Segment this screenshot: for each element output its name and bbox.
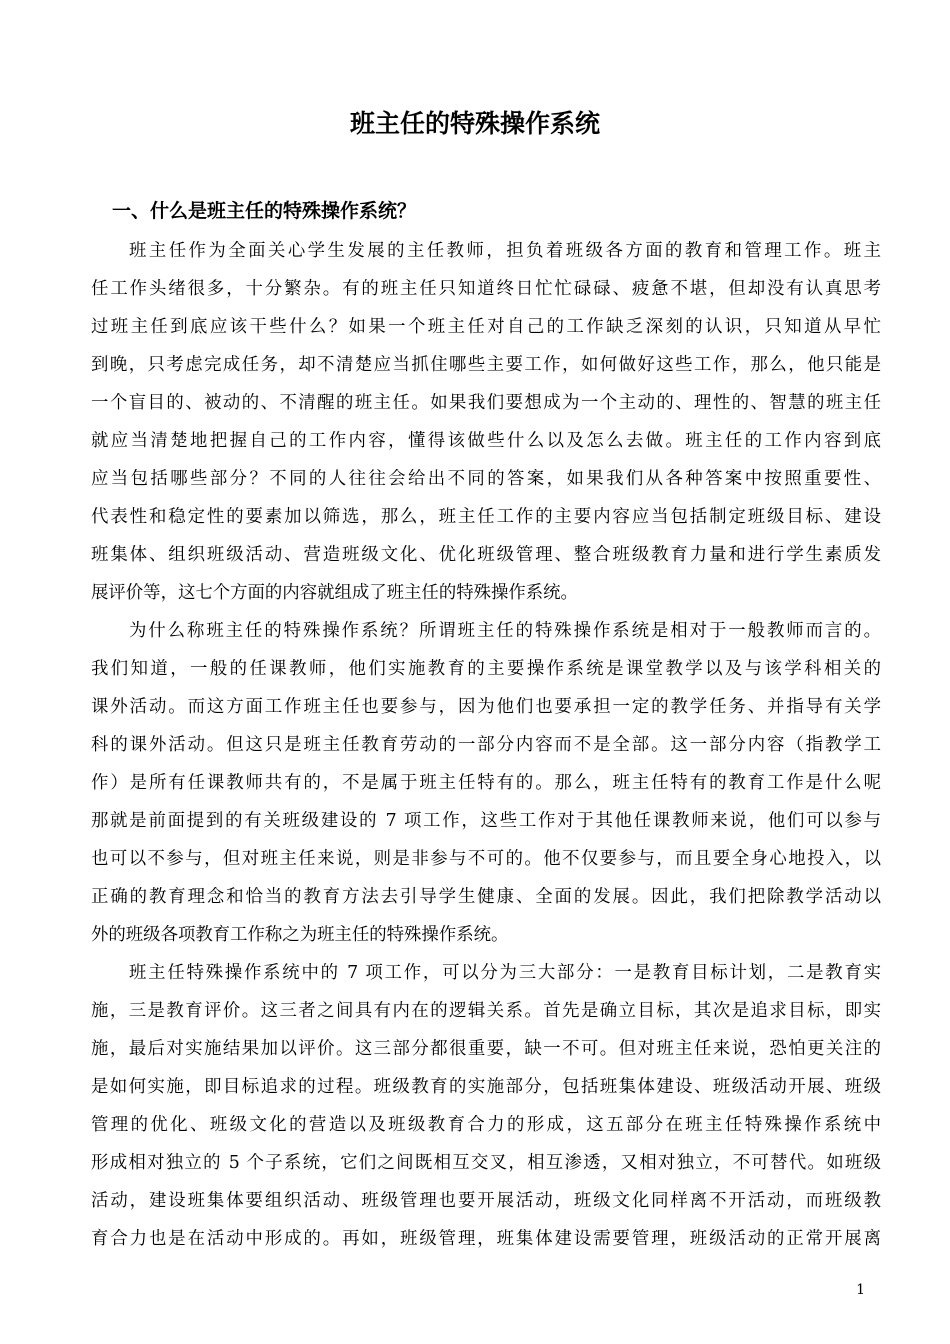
text-line: 施，三是教育评价。这三者之间具有内在的逻辑关系。首先是确立目标，其次是追求目标，即实 (91, 1001, 881, 1021)
text-line: 那就是前面提到的有关班级建设的 7 项工作，这些工作对于其他任课教师来说，他们可以参与 (91, 811, 881, 831)
text-line: 任工作头绪很多，十分繁杂。有的班主任只知道终日忙忙碌碌、疲惫不堪，但却没有认真思考 (91, 279, 881, 299)
text-line: 管理的优化、班级文化的营造以及班级教育合力的形成，这五部分在班主任特殊操作系统中 (91, 1115, 881, 1135)
text-line: 形成相对独立的 5 个子系统，它们之间既相互交叉，相互渗透，又相对独立，不可替代。如班级 (91, 1153, 881, 1173)
text-line: 也可以不参与，但对班主任来说，则是非参与不可的。他不仅要参与，而且要全身心地投入，以 (91, 849, 881, 869)
text-line: 展评价等，这七个方面的内容就组成了班主任的特殊操作系统。 (91, 583, 578, 603)
page-number: 1 (856, 1282, 865, 1298)
body-text (91, 232, 881, 1258)
text-line: 是如何实施，即目标追求的过程。班级教育的实施部分，包括班集体建设、班级活动开展、班级 (91, 1077, 881, 1097)
paragraph (91, 612, 881, 954)
section-heading: 一、什么是班主任的特殊操作系统？ (112, 200, 417, 222)
text-line: 我们知道，一般的任课教师，他们实施教育的主要操作系统是课堂教学以及与该学科相关的 (91, 659, 881, 679)
text-line: 班集体、组织班级活动、营造班级文化、优化班级管理、整合班级教育力量和进行学生素质发 (91, 545, 881, 565)
text-line: 一个盲目的、被动的、不清醒的班主任。如果我们要想成为一个主动的、理性的、智慧的班主任 (91, 393, 881, 413)
text-line: 到晚，只考虑完成任务，却不清楚应当抓住哪些主要工作，如何做好这些工作，那么，他只能是 (91, 355, 881, 375)
text-line: 课外活动。而这方面工作班主任也要参与，因为他们也要承担一定的教学任务、并指导有关学 (91, 697, 881, 717)
text-line: 作）是所有任课教师共有的，不是属于班主任特有的。那么，班主任特有的教育工作是什么呢 (91, 773, 881, 793)
text-line: 过班主任到底应该干些什么？如果一个班主任对自己的工作缺乏深刻的认识，只知道从早忙 (91, 317, 881, 337)
page-title: 班主任的特殊操作系统 (349, 109, 600, 138)
text-line: 就应当清楚地把握自己的工作内容，懂得该做些什么以及怎么去做。班主任的工作内容到底 (91, 431, 881, 451)
text-line: 施，最后对实施结果加以评价。这三部分都很重要，缺一不可。但对班主任来说，恐怕更关注的 (91, 1039, 881, 1059)
text-line: 班主任特殊操作系统中的 7 项工作，可以分为三大部分：一是教育目标计划，二是教育实 (129, 963, 881, 983)
text-line: 应当包括哪些部分？不同的人往往会给出不同的答案，如果我们从各种答案中按照重要性、 (91, 469, 881, 489)
text-line: 活动，建设班集体要组织活动、班级管理也要开展活动，班级文化同样离不开活动，而班级教 (91, 1191, 881, 1211)
paragraph (91, 232, 881, 612)
text-line: 为什么称班主任的特殊操作系统？所谓班主任的特殊操作系统是相对于一般教师而言的。 (129, 621, 881, 641)
text-line: 外的班级各项教育工作称之为班主任的特殊操作系统。 (91, 925, 509, 945)
paragraph (91, 954, 881, 1258)
text-line: 班主任作为全面关心学生发展的主任教师，担负着班级各方面的教育和管理工作。班主 (129, 241, 881, 261)
text-line: 代表性和稳定性的要素加以筛选，那么，班主任工作的主要内容应当包括制定班级目标、建设 (91, 507, 881, 527)
text-line: 科的课外活动。但这只是班主任教育劳动的一部分内容而不是全部。这一部分内容（指教学工 (91, 735, 881, 755)
text-line: 育合力也是在活动中形成的。再如，班级管理，班集体建设需要管理，班级活动的正常开展离 (91, 1229, 881, 1249)
text-line: 正确的教育理念和恰当的教育方法去引导学生健康、全面的发展。因此，我们把除教学活动以 (91, 887, 881, 907)
